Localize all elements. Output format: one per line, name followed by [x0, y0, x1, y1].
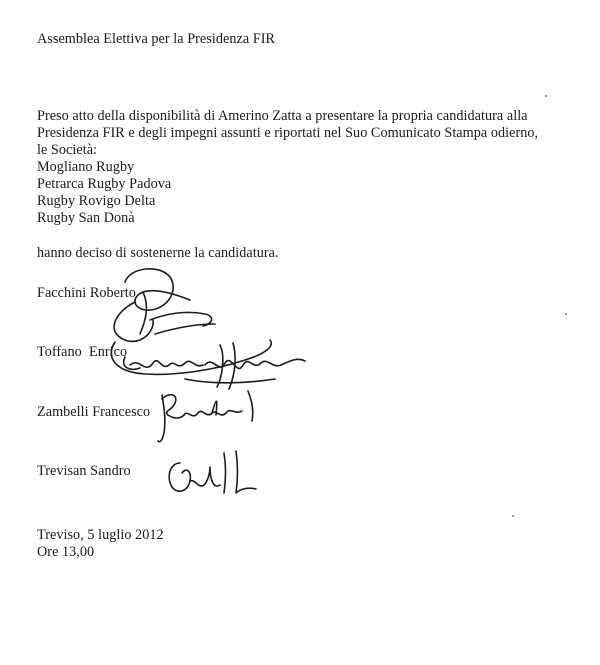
paragraph-line-3: le Società:	[37, 142, 98, 158]
document-title: Assemblea Elettiva per la Presidenza FIR	[37, 31, 275, 47]
place-date: Treviso, 5 luglio 2012	[37, 527, 164, 543]
signature-trevisan	[160, 445, 270, 505]
time-text: Ore 13,00	[37, 544, 95, 560]
signatory-name: Toffano Enrico	[37, 344, 128, 360]
decision-text: hanno deciso di sostenerne la candidatura.	[37, 245, 279, 261]
signature-zambelli	[152, 385, 272, 445]
signatory-name: Trevisan Sandro	[37, 463, 131, 479]
scan-speck	[565, 313, 567, 315]
society-item: Petrarca Rugby Padova	[37, 176, 172, 192]
society-item: Rugby Rovigo Delta	[37, 193, 156, 209]
paragraph-line-1: Preso atto della disponibilità di Amerino Zatta a presentare la propria candidatura alla	[37, 108, 528, 124]
signatory-name: Zambelli Francesco	[37, 404, 151, 420]
scan-speck	[545, 95, 547, 97]
scan-speck	[512, 515, 514, 517]
signatory-name: Facchini Roberto	[37, 285, 136, 301]
society-item: Mogliano Rugby	[37, 159, 135, 175]
paragraph-line-2: Presidenza FIR e degli impegni assunti e riportati nel Suo Comunicato Stampa odierno,	[37, 125, 539, 141]
society-item: Rugby San Donà	[37, 210, 135, 226]
